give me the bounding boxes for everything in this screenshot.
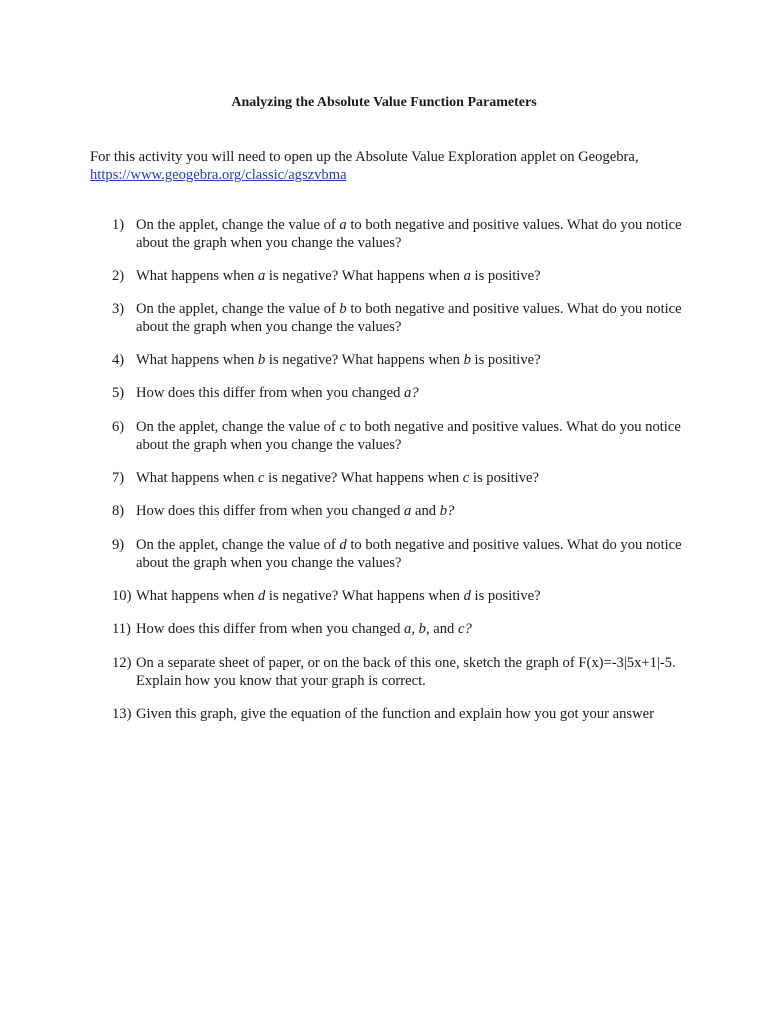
question-number: 7) — [112, 470, 125, 486]
question-text: Given this graph, give the equation of the function and explain how you got your answer — [136, 706, 654, 722]
question-number: 6) — [112, 419, 125, 435]
question-number: 10) — [112, 588, 132, 604]
question-1 — [112, 216, 682, 252]
question-text: On the applet, change the value of b to both negative and positive values. What do you notice about the graph when you change the values? — [136, 301, 682, 335]
question-text: On the applet, change the value of a to both negative and positive values. What do you notice about the graph when you change the values? — [136, 217, 682, 251]
question-5 — [112, 384, 682, 402]
question-6 — [112, 418, 682, 454]
question-text: How does this differ from when you changed a? — [136, 385, 419, 401]
question-13 — [112, 705, 692, 723]
question-text: On the applet, change the value of d to both negative and positive values. What do you notice about the graph when you change the values? — [136, 537, 682, 571]
question-number: 8) — [112, 503, 125, 519]
question-number: 9) — [112, 537, 125, 553]
question-4 — [112, 351, 682, 369]
question-text: How does this differ from when you changed a and b? — [136, 503, 455, 519]
question-text: What happens when c is negative? What happens when c is positive? — [136, 470, 539, 486]
question-12 — [112, 654, 682, 690]
question-number: 3) — [112, 301, 125, 317]
question-10 — [112, 587, 682, 605]
intro-paragraph — [90, 148, 690, 184]
question-3 — [112, 300, 682, 336]
question-11 — [112, 620, 682, 638]
question-number: 12) — [112, 655, 132, 671]
question-2 — [112, 267, 682, 285]
question-number: 11) — [112, 621, 131, 637]
question-9 — [112, 536, 682, 572]
question-number: 1) — [112, 217, 125, 233]
intro-text: For this activity you will need to open up the Absolute Value Exploration applet on Geogebra, — [90, 149, 639, 165]
question-text: What happens when a is negative? What happens when a is positive? — [136, 268, 541, 284]
question-8 — [112, 502, 682, 520]
page-title: Analyzing the Absolute Value Function Parameters — [231, 95, 537, 110]
question-number: 2) — [112, 268, 125, 284]
geogebra-link[interactable]: https://www.geogebra.org/classic/agszvbma — [90, 167, 347, 183]
question-number: 4) — [112, 352, 125, 368]
question-number: 5) — [112, 385, 125, 401]
question-text: How does this differ from when you changed a, b, and c? — [136, 621, 472, 637]
question-text: On a separate sheet of paper, or on the back of this one, sketch the graph of F(x)=-3|5x+1|-5. Explain how you know that your graph is correct. — [136, 655, 676, 689]
question-number: 13) — [112, 706, 132, 722]
question-7 — [112, 469, 682, 487]
question-text: What happens when b is negative? What happens when b is positive? — [136, 352, 541, 368]
question-text: On the applet, change the value of c to both negative and positive values. What do you notice about the graph when you change the values? — [136, 419, 681, 453]
question-text: What happens when d is negative? What happens when d is positive? — [136, 588, 541, 604]
